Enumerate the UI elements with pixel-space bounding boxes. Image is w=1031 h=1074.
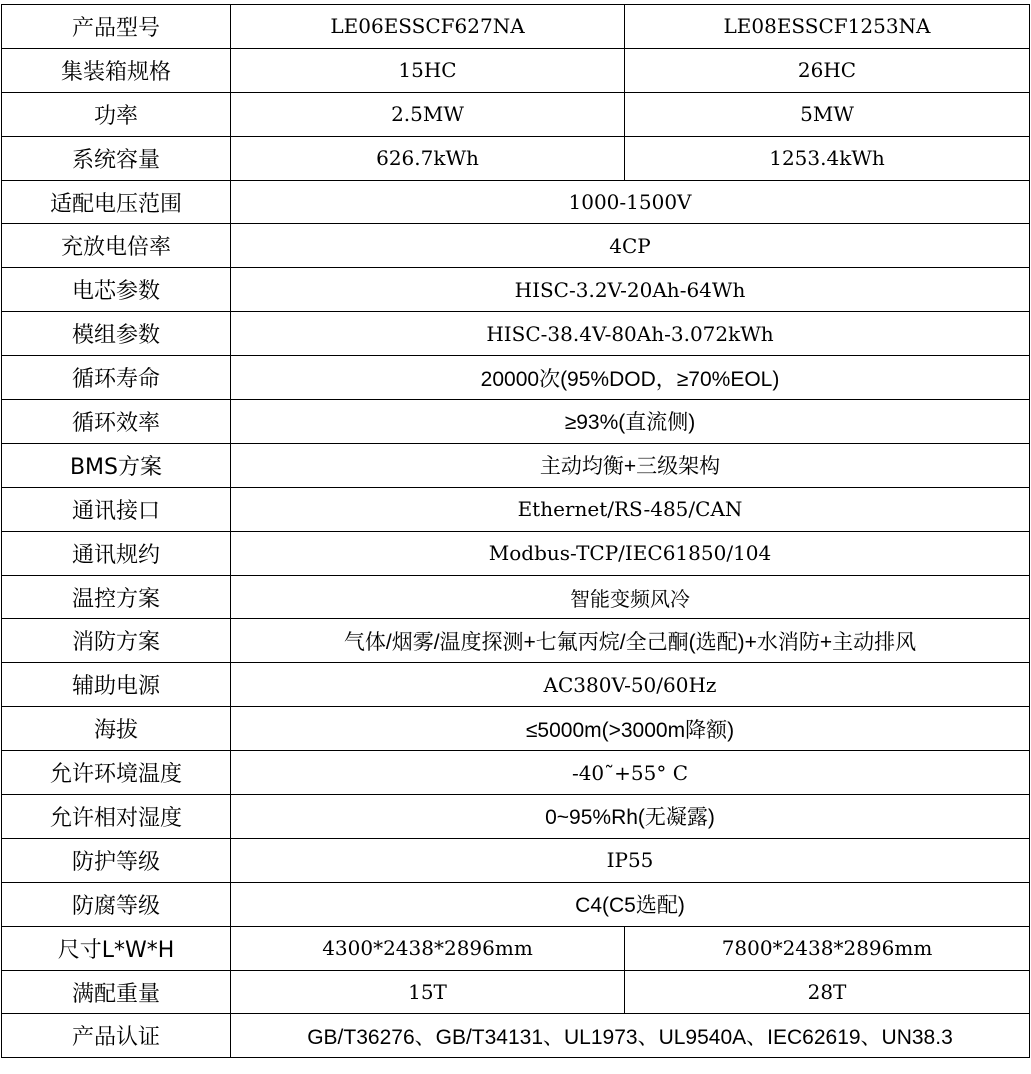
value-weight-a: 15T bbox=[231, 970, 625, 1014]
value-container-b: 26HC bbox=[625, 48, 1030, 92]
label-dimensions: 尺寸L*W*H bbox=[2, 926, 231, 970]
row-dimensions bbox=[2, 926, 1030, 970]
value-power-b: 5MW bbox=[625, 92, 1030, 136]
row-container bbox=[2, 48, 1030, 92]
value-container-a: 15HC bbox=[231, 48, 625, 92]
value-cycle-life: 20000次(95%DOD，≥70%EOL) bbox=[231, 356, 1030, 400]
row-comm-protocol bbox=[2, 531, 1030, 575]
label-comm-protocol: 通讯规约 bbox=[2, 531, 231, 575]
value-voltage-range: 1000-1500V bbox=[231, 180, 1030, 224]
value-power-a: 2.5MW bbox=[231, 92, 625, 136]
label-power: 功率 bbox=[2, 92, 231, 136]
row-humidity bbox=[2, 795, 1030, 839]
value-fire: 气体/烟雾/温度探测+七氟丙烷/全己酮(选配)+水消防+主动排风 bbox=[231, 619, 1030, 663]
row-voltage-range bbox=[2, 180, 1030, 224]
label-ip-rating: 防护等级 bbox=[2, 838, 231, 882]
row-model bbox=[2, 5, 1030, 49]
label-module-params: 模组参数 bbox=[2, 312, 231, 356]
value-dimensions-b: 7800*2438*2896mm bbox=[625, 926, 1030, 970]
row-comm-interface bbox=[2, 487, 1030, 531]
label-capacity: 系统容量 bbox=[2, 136, 231, 180]
value-comm-protocol: Modbus-TCP/IEC61850/104 bbox=[231, 531, 1030, 575]
row-capacity bbox=[2, 136, 1030, 180]
value-dimensions-a: 4300*2438*2896mm bbox=[231, 926, 625, 970]
label-fire: 消防方案 bbox=[2, 619, 231, 663]
label-ambient-temp: 允许环境温度 bbox=[2, 751, 231, 795]
label-cycle-life: 循环寿命 bbox=[2, 356, 231, 400]
value-certification: GB/T36276、GB/T34131、UL1973、UL9540A、IEC62619、UN38.3 bbox=[231, 1014, 1030, 1058]
value-cell-params: HISC-3.2V-20Ah-64Wh bbox=[231, 268, 1030, 312]
value-capacity-a: 626.7kWh bbox=[231, 136, 625, 180]
row-weight bbox=[2, 970, 1030, 1014]
value-weight-b: 28T bbox=[625, 970, 1030, 1014]
row-aux-power bbox=[2, 663, 1030, 707]
label-corrosion: 防腐等级 bbox=[2, 882, 231, 926]
value-ambient-temp: -40˜+55° C bbox=[231, 751, 1030, 795]
row-altitude bbox=[2, 707, 1030, 751]
label-certification: 产品认证 bbox=[2, 1014, 231, 1058]
label-humidity: 允许相对湿度 bbox=[2, 795, 231, 839]
label-bms: BMS方案 bbox=[2, 443, 231, 487]
spec-table bbox=[1, 4, 1030, 1058]
row-fire bbox=[2, 619, 1030, 663]
label-model: 产品型号 bbox=[2, 5, 231, 49]
row-power bbox=[2, 92, 1030, 136]
label-altitude: 海拔 bbox=[2, 707, 231, 751]
row-c-rate bbox=[2, 224, 1030, 268]
value-thermal: 智能变频风冷 bbox=[231, 575, 1030, 619]
label-c-rate: 充放电倍率 bbox=[2, 224, 231, 268]
value-c-rate: 4CP bbox=[231, 224, 1030, 268]
value-cycle-efficiency: ≥93%(直流侧) bbox=[231, 400, 1030, 444]
label-container: 集装箱规格 bbox=[2, 48, 231, 92]
value-bms: 主动均衡+三级架构 bbox=[231, 443, 1030, 487]
row-cell-params bbox=[2, 268, 1030, 312]
label-thermal: 温控方案 bbox=[2, 575, 231, 619]
row-certification bbox=[2, 1014, 1030, 1058]
value-altitude: ≤5000m(>3000m降额) bbox=[231, 707, 1030, 751]
row-bms bbox=[2, 443, 1030, 487]
row-module-params bbox=[2, 312, 1030, 356]
row-corrosion bbox=[2, 882, 1030, 926]
label-voltage-range: 适配电压范围 bbox=[2, 180, 231, 224]
label-comm-interface: 通讯接口 bbox=[2, 487, 231, 531]
value-module-params: HISC-38.4V-80Ah-3.072kWh bbox=[231, 312, 1030, 356]
row-thermal bbox=[2, 575, 1030, 619]
value-corrosion: C4(C5选配) bbox=[231, 882, 1030, 926]
label-aux-power: 辅助电源 bbox=[2, 663, 231, 707]
row-cycle-efficiency bbox=[2, 400, 1030, 444]
value-ip-rating: IP55 bbox=[231, 838, 1030, 882]
value-comm-interface: Ethernet/RS-485/CAN bbox=[231, 487, 1030, 531]
value-model-a: LE06ESSCF627NA bbox=[231, 5, 625, 49]
label-weight: 满配重量 bbox=[2, 970, 231, 1014]
row-ip-rating bbox=[2, 838, 1030, 882]
label-cycle-efficiency: 循环效率 bbox=[2, 400, 231, 444]
row-ambient-temp bbox=[2, 751, 1030, 795]
value-model-b: LE08ESSCF1253NA bbox=[625, 5, 1030, 49]
value-aux-power: AC380V-50/60Hz bbox=[231, 663, 1030, 707]
value-humidity: 0~95%Rh(无凝露) bbox=[231, 795, 1030, 839]
row-cycle-life bbox=[2, 356, 1030, 400]
label-cell-params: 电芯参数 bbox=[2, 268, 231, 312]
value-capacity-b: 1253.4kWh bbox=[625, 136, 1030, 180]
